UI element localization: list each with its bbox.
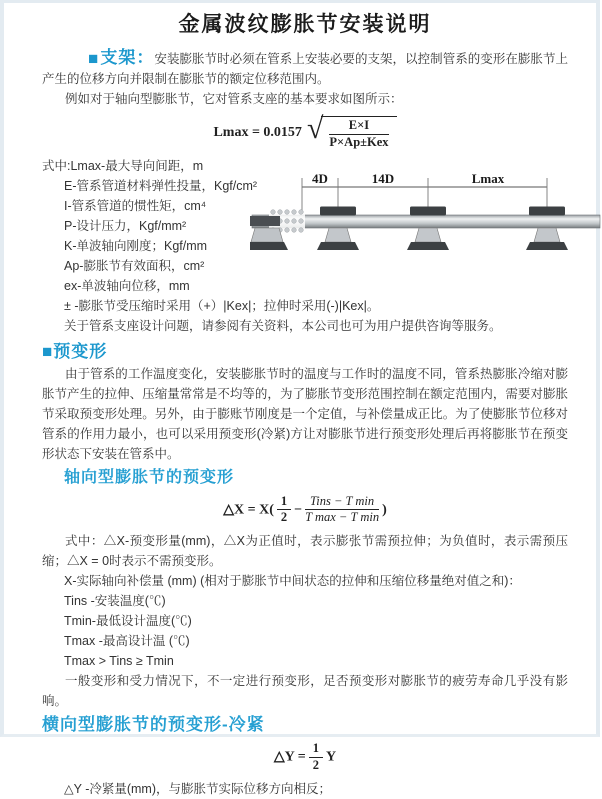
lmax-denominator: P×Ap±Kex [329,134,389,149]
half-denominator: 2 [312,757,319,772]
page-title: 金属波纹膨胀节安装说明 [178,13,432,36]
half-fraction [309,742,323,773]
lateral-note: △Y -冷紧量(mm)，与膨胀节实际位移方向相反； [64,781,332,796]
document-content [4,3,596,796]
support-heading-label: 支架： [100,48,155,67]
half-denominator: 2 [280,510,288,525]
support-section-heading [88,48,154,67]
support-spacing-diagram [250,171,602,277]
half-fraction [277,495,291,526]
definition-line: ± -膨胀节受压缩时采用（+）|Kex|；拉伸时采用(-)|Kex|。 [64,298,380,313]
axial-formula-suffix: ) [382,501,387,517]
definition-line: Tmax > Tins ≥ Tmin [64,654,174,668]
definition-line: Ap-膨胀节有效面积，cm² [64,258,205,273]
definition-line: X-实际轴向补偿量 (mm) (相对于膨胀节中间状态的拉伸和压缩位移量绝对值之和)： [64,574,521,588]
support-paragraph [42,48,568,89]
definition-line: Tins -安装温度(℃) [64,594,166,608]
axial-note: 式中：△X-预变形量(mm)，△X为正值时，表示膨张节需预拉伸；为负值时，表示需预压缩；△X = 0时表示不需预变形。 [42,534,568,568]
temperature-denominator: T max − T min [305,510,380,525]
definition-line: 关于管系支座设计问题，请参阅有关资料，本公司也可为用户提供咨询等服务。 [64,318,502,333]
sqrt-body [321,116,396,150]
diagram-label-14d: 14D [371,171,395,186]
temperature-numerator: Tins − T min [305,495,379,511]
predeform-paragraph: 由于管系的工作温度变化，安装膨胀节时的温度与工作时的温度不同，管系热膨胀冷缩对膨胀节产生的拉伸、压缩量常常是不均等的，为了膨胀节变形范围控制在额定范围内，需要对膨胀节采取预变形处理。另外，由于膨账节刚度是一个定值，与补偿量成正比。为了使膨胀节位移对管系的作用力最小，也可以采用预变形(冷紧)方让对膨胀节进行预变形处理后再将膨胀节在预变形状态下安装在管系中。 [42,366,568,461]
temperature-fraction [305,495,379,526]
lmax-fraction [329,119,388,150]
definition-line: ex-单波轴向位移，mm [64,278,190,293]
definition-line: P-设计压力，Kgf/mm² [64,218,187,233]
diagram-label-4d: 4D [312,171,328,186]
square-bullet-icon: ■ [88,49,100,68]
axial-closing-line: 一般变形和受力情况下，不一定进行预变形，足否预变形对膨胀节的疲劳寿命几乎没有影响。 [42,674,568,708]
support-intro-text: 安装膨胀节时必须在管系上安装必要的支架，以控制管系的变形在膨胀节上产生的位移方向并限制在膨胀节的额定位移范围内。 [42,52,568,86]
axial-subheading: 轴向型膨胀节的预变形 [64,468,235,486]
half-numerator: 1 [277,495,291,511]
predeform-section-heading [42,342,568,362]
definition-line: Tmax -最高设计温 (℃) [64,634,190,648]
definition-line: E-管系管道材料弹性投量，Kgf/cm² [64,178,258,193]
definition-line: K-单波轴向刚度；Kgf/mm [64,238,208,253]
radical [306,112,397,150]
definition-line: 式中:Lmax-最大导向间距，m [42,158,204,173]
lmax-numerator: E×I [329,119,388,135]
lmax-formula [42,112,568,150]
axial-formula-minus: − [294,501,303,517]
definition-line: I-管系管道的惯性矩，cm⁴ [64,198,207,213]
square-bullet-icon: ■ [42,341,54,361]
axial-formula-prefix: △X = X( [223,501,274,517]
lateral-formula-suffix: Y [325,749,337,765]
diagram-label-lmax: Lmax [471,171,505,186]
pipe-diagram-svg [250,171,602,277]
axial-formula [42,495,568,526]
predeform-heading-label: 预变形 [53,341,108,361]
definition-line: Tmin-最低设计温度(℃) [64,614,192,628]
lateral-subheading: 横向型膨胀节的预变形-冷紧 [42,715,265,734]
axial-definitions [42,571,568,671]
lmax-formula-lhs: Lmax = 0.0157 [213,124,302,140]
lateral-formula [42,742,568,773]
half-numerator: 1 [309,742,323,758]
sqrt-sign: √ [306,112,324,145]
support-example-line: 例如对于轴向型膨胀节，它对管系支座的基本要求如图所示： [65,92,403,106]
lateral-formula-prefix: △Y = [273,749,306,765]
